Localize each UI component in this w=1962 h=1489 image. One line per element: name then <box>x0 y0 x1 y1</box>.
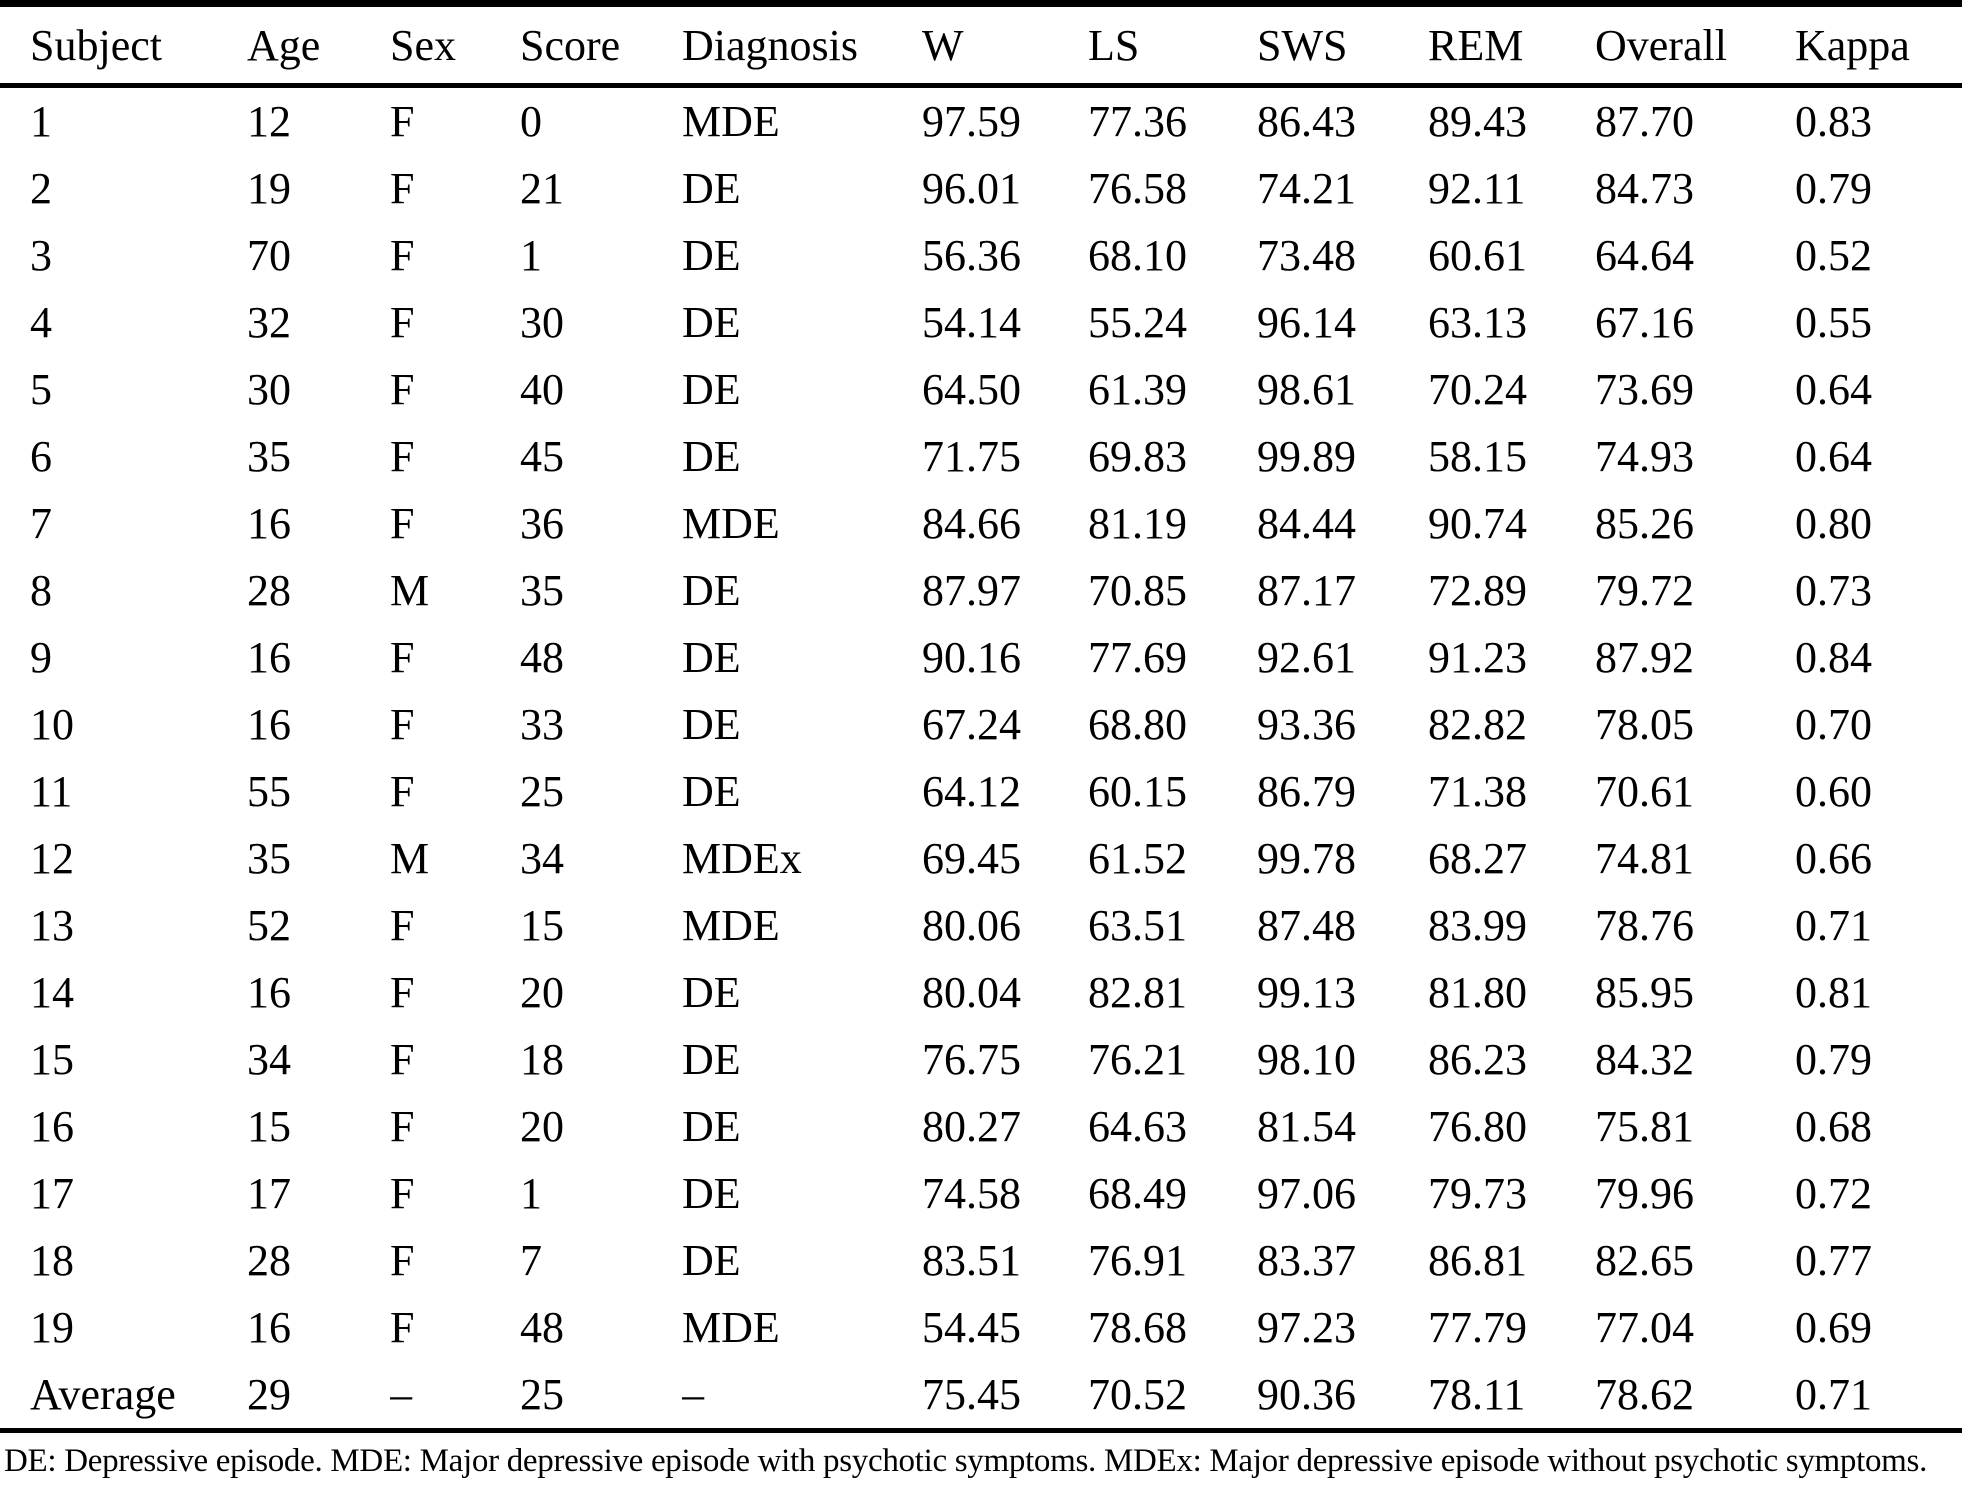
table-cell: 0.84 <box>1795 633 1872 682</box>
table-cell: 60.61 <box>1428 231 1527 280</box>
table-cell: 82.65 <box>1595 1236 1694 1285</box>
table-cell: 18 <box>30 1236 74 1285</box>
table-cell: 30 <box>247 365 291 414</box>
table-cell: 9 <box>30 633 52 682</box>
table-cell: 87.70 <box>1595 97 1694 146</box>
header-cell: Age <box>247 4 390 86</box>
table-cell: 71.75 <box>922 432 1021 481</box>
table-cell: 56.36 <box>922 231 1021 280</box>
table-cell: 77.79 <box>1428 1303 1527 1352</box>
table-cell: M <box>390 566 430 615</box>
table-cell: 81.80 <box>1428 968 1527 1017</box>
table-cell: 0.60 <box>1795 767 1872 816</box>
table-cell: 74.21 <box>1257 164 1356 213</box>
table-cell: 16 <box>30 1102 74 1151</box>
table-cell: MDE <box>682 901 780 950</box>
table-cell: 90.74 <box>1428 499 1527 548</box>
table-cell: 40 <box>520 365 564 414</box>
table-cell: 68.80 <box>1088 700 1187 749</box>
table-cell: 69.45 <box>922 834 1021 883</box>
table-cell: 69.83 <box>1088 432 1187 481</box>
table-row <box>0 222 1962 289</box>
table-cell: 81.19 <box>1088 499 1187 548</box>
table-cell: 16 <box>247 633 291 682</box>
table-cell: 98.10 <box>1257 1035 1356 1084</box>
table-cell: DE <box>682 767 741 816</box>
table-cell: 78.62 <box>1595 1370 1694 1419</box>
table-cell: DE <box>682 298 741 347</box>
table-cell: 92.11 <box>1428 164 1526 213</box>
table-cell: 34 <box>520 834 564 883</box>
table-cell: 28 <box>247 566 291 615</box>
table-cell: 25 <box>520 767 564 816</box>
table-cell: 61.39 <box>1088 365 1187 414</box>
table-cell: 15 <box>520 901 564 950</box>
table-cell: 82.82 <box>1428 700 1527 749</box>
table-cell: 16 <box>247 968 291 1017</box>
table-cell: 54.45 <box>922 1303 1021 1352</box>
table-cell: Average <box>30 1370 176 1419</box>
table-cell: 16 <box>247 1303 291 1352</box>
table-row <box>0 892 1962 959</box>
table-cell: DE <box>682 231 741 280</box>
table-cell: 76.21 <box>1088 1035 1187 1084</box>
table-cell: 0.71 <box>1795 901 1872 950</box>
table-cell: F <box>390 97 415 146</box>
table-cell: 78.05 <box>1595 700 1694 749</box>
table-cell: 70.52 <box>1088 1370 1187 1419</box>
table-cell: F <box>390 1102 415 1151</box>
table-cell: DE <box>682 365 741 414</box>
table-cell: 70.85 <box>1088 566 1187 615</box>
table-body <box>0 86 1962 1431</box>
table-cell: 74.58 <box>922 1169 1021 1218</box>
table-row <box>0 86 1962 156</box>
table-cell: 83.99 <box>1428 901 1527 950</box>
table-cell: 0.70 <box>1795 700 1872 749</box>
table-cell: 67.24 <box>922 700 1021 749</box>
table-cell: DE <box>682 432 741 481</box>
header-cell: Overall <box>1595 4 1795 86</box>
table-cell: 8 <box>30 566 52 615</box>
table-cell: 61.52 <box>1088 834 1187 883</box>
table-cell: 15 <box>247 1102 291 1151</box>
table-row <box>0 825 1962 892</box>
table-cell: 87.17 <box>1257 566 1356 615</box>
table-cell: 48 <box>520 633 564 682</box>
table-cell: 85.95 <box>1595 968 1694 1017</box>
table-footnote: DE: Depressive episode. MDE: Major depressive episode with psychotic symptoms. MDEx: Major depressive episode without psychotic symptoms. <box>4 1443 1928 1479</box>
table-cell: 36 <box>520 499 564 548</box>
header-cell: REM <box>1428 4 1595 86</box>
table-cell: 16 <box>247 499 291 548</box>
table-cell: 76.58 <box>1088 164 1187 213</box>
table-row <box>0 490 1962 557</box>
table-cell: 12 <box>247 97 291 146</box>
table-cell: F <box>390 633 415 682</box>
table-cell: DE <box>682 1102 741 1151</box>
table-cell: 68.49 <box>1088 1169 1187 1218</box>
table-row <box>0 1361 1962 1431</box>
table-cell: 0.81 <box>1795 968 1872 1017</box>
table-cell: F <box>390 700 415 749</box>
table-row <box>0 1093 1962 1160</box>
table-cell: 7 <box>520 1236 542 1285</box>
table-cell: F <box>390 1169 415 1218</box>
table-cell: 60.15 <box>1088 767 1187 816</box>
table-cell: 19 <box>247 164 291 213</box>
table-cell: 84.73 <box>1595 164 1694 213</box>
table-head <box>0 4 1962 86</box>
table-cell: 91.23 <box>1428 633 1527 682</box>
table-cell: F <box>390 1236 415 1285</box>
table-cell: DE <box>682 566 741 615</box>
table-cell: 70.61 <box>1595 767 1694 816</box>
table-cell: 45 <box>520 432 564 481</box>
table-cell: 34 <box>247 1035 291 1084</box>
table-cell: 35 <box>520 566 564 615</box>
table-row <box>0 1294 1962 1361</box>
table-cell: 0 <box>520 97 542 146</box>
table-row <box>0 423 1962 490</box>
table-cell: 52 <box>247 901 291 950</box>
table-cell: 84.32 <box>1595 1035 1694 1084</box>
table-cell: 86.23 <box>1428 1035 1527 1084</box>
table-cell: 80.04 <box>922 968 1021 1017</box>
table-cell: 77.36 <box>1088 97 1187 146</box>
table-cell: 18 <box>520 1035 564 1084</box>
table-cell: F <box>390 767 415 816</box>
table-cell: 48 <box>520 1303 564 1352</box>
table-cell: M <box>390 834 430 883</box>
table-cell: F <box>390 164 415 213</box>
table-cell: 80.27 <box>922 1102 1021 1151</box>
table-cell: 20 <box>520 1102 564 1151</box>
table-cell: – <box>390 1370 412 1419</box>
table-cell: F <box>390 432 415 481</box>
table-cell: – <box>682 1370 704 1419</box>
header-cell: LS <box>1088 4 1257 86</box>
table-cell: DE <box>682 164 741 213</box>
table-cell: 78.68 <box>1088 1303 1187 1352</box>
table-row <box>0 1160 1962 1227</box>
table-cell: 0.69 <box>1795 1303 1872 1352</box>
header-cell: SWS <box>1257 4 1428 86</box>
table-cell: MDEx <box>682 834 802 883</box>
table-cell: 35 <box>247 834 291 883</box>
header-cell: Diagnosis <box>682 4 922 86</box>
table-cell: 28 <box>247 1236 291 1285</box>
table-row <box>0 356 1962 423</box>
table-cell: 76.80 <box>1428 1102 1527 1151</box>
table-cell: 13 <box>30 901 74 950</box>
table-cell: DE <box>682 1035 741 1084</box>
table-row <box>0 1227 1962 1294</box>
table-cell: F <box>390 901 415 950</box>
table-cell: 0.64 <box>1795 432 1872 481</box>
table-cell: 70 <box>247 231 291 280</box>
table-cell: 0.64 <box>1795 365 1872 414</box>
table-row <box>0 691 1962 758</box>
table-cell: 74.93 <box>1595 432 1694 481</box>
table-cell: 0.80 <box>1795 499 1872 548</box>
table-cell: 97.23 <box>1257 1303 1356 1352</box>
table-cell: 75.45 <box>922 1370 1021 1419</box>
table-cell: 81.54 <box>1257 1102 1356 1151</box>
table-cell: F <box>390 968 415 1017</box>
header-cell: Sex <box>390 4 520 86</box>
table-cell: 73.48 <box>1257 231 1356 280</box>
table-cell: MDE <box>682 97 780 146</box>
table-cell: 55 <box>247 767 291 816</box>
table-cell: 87.92 <box>1595 633 1694 682</box>
table-cell: 72.89 <box>1428 566 1527 615</box>
table-cell: 89.43 <box>1428 97 1527 146</box>
table-cell: 2 <box>30 164 52 213</box>
table-cell: 20 <box>520 968 564 1017</box>
table-cell: 17 <box>247 1169 291 1218</box>
table-cell: 76.75 <box>922 1035 1021 1084</box>
table-cell: 84.44 <box>1257 499 1356 548</box>
table-cell: 67.16 <box>1595 298 1694 347</box>
table-cell: MDE <box>682 1303 780 1352</box>
table-cell: 10 <box>30 700 74 749</box>
table-cell: 0.55 <box>1795 298 1872 347</box>
table-cell: 97.06 <box>1257 1169 1356 1218</box>
table-cell: 68.10 <box>1088 231 1187 280</box>
table-row <box>0 155 1962 222</box>
header-cell: Score <box>520 4 682 86</box>
table-cell: 85.26 <box>1595 499 1694 548</box>
table-cell: 55.24 <box>1088 298 1187 347</box>
table-cell: 83.51 <box>922 1236 1021 1285</box>
table-cell: 3 <box>30 231 52 280</box>
table-cell: 29 <box>247 1370 291 1419</box>
table-cell: 63.13 <box>1428 298 1527 347</box>
table-cell: 76.91 <box>1088 1236 1187 1285</box>
table-cell: 68.27 <box>1428 834 1527 883</box>
header-cell: Subject <box>0 4 247 86</box>
table-cell: 15 <box>30 1035 74 1084</box>
table-cell: 54.14 <box>922 298 1021 347</box>
table-cell: 25 <box>520 1370 564 1419</box>
table-cell: 0.52 <box>1795 231 1872 280</box>
table-cell: DE <box>682 968 741 1017</box>
table-cell: 78.76 <box>1595 901 1694 950</box>
table-row <box>0 959 1962 1026</box>
table-cell: 0.73 <box>1795 566 1872 615</box>
table-cell: 11 <box>30 767 73 816</box>
table-cell: 30 <box>520 298 564 347</box>
table-row <box>0 1026 1962 1093</box>
table-cell: 12 <box>30 834 74 883</box>
table-cell: 71.38 <box>1428 767 1527 816</box>
table-cell: 99.89 <box>1257 432 1356 481</box>
table-cell: 86.43 <box>1257 97 1356 146</box>
header-row <box>0 4 1962 86</box>
table-cell: 5 <box>30 365 52 414</box>
header-cell: Kappa <box>1795 4 1962 86</box>
table-row <box>0 758 1962 825</box>
table-cell: MDE <box>682 499 780 548</box>
table-cell: 75.81 <box>1595 1102 1694 1151</box>
table-cell: 0.79 <box>1795 1035 1872 1084</box>
table-cell: 90.16 <box>922 633 1021 682</box>
table-row <box>0 557 1962 624</box>
table-cell: DE <box>682 1169 741 1218</box>
table-cell: F <box>390 1035 415 1084</box>
table-cell: 0.77 <box>1795 1236 1872 1285</box>
table-cell: 82.81 <box>1088 968 1187 1017</box>
table-cell: DE <box>682 700 741 749</box>
table-cell: F <box>390 231 415 280</box>
table-cell: 92.61 <box>1257 633 1356 682</box>
table-cell: F <box>390 298 415 347</box>
table-cell: 74.81 <box>1595 834 1694 883</box>
table-cell: 96.14 <box>1257 298 1356 347</box>
table-cell: 86.79 <box>1257 767 1356 816</box>
table-cell: F <box>390 499 415 548</box>
table-row <box>0 289 1962 356</box>
table-cell: 33 <box>520 700 564 749</box>
table-cell: 21 <box>520 164 564 213</box>
table-cell: 90.36 <box>1257 1370 1356 1419</box>
table-cell: 93.36 <box>1257 700 1356 749</box>
table-cell: 99.78 <box>1257 834 1356 883</box>
table-cell: 32 <box>247 298 291 347</box>
table-cell: 84.66 <box>922 499 1021 548</box>
table-cell: 86.81 <box>1428 1236 1527 1285</box>
table-row <box>0 624 1962 691</box>
table-cell: 80.06 <box>922 901 1021 950</box>
table-cell: 0.72 <box>1795 1169 1872 1218</box>
table-cell: 14 <box>30 968 74 1017</box>
table-cell: 64.64 <box>1595 231 1694 280</box>
table-cell: F <box>390 365 415 414</box>
table-cell: 64.12 <box>922 767 1021 816</box>
table-cell: 79.96 <box>1595 1169 1694 1218</box>
table-cell: 35 <box>247 432 291 481</box>
table-cell: 63.51 <box>1088 901 1187 950</box>
table-cell: 58.15 <box>1428 432 1527 481</box>
table-cell: 1 <box>520 231 542 280</box>
table-cell: F <box>390 1303 415 1352</box>
table-cell: 1 <box>30 97 52 146</box>
table-cell: 77.69 <box>1088 633 1187 682</box>
table-cell: 16 <box>247 700 291 749</box>
table-cell: 0.83 <box>1795 97 1872 146</box>
header-cell: W <box>922 4 1088 86</box>
table-cell: 0.71 <box>1795 1370 1872 1419</box>
table-cell: 78.11 <box>1428 1370 1526 1419</box>
table-cell: 96.01 <box>922 164 1021 213</box>
table-cell: 4 <box>30 298 52 347</box>
table-cell: 7 <box>30 499 52 548</box>
table-cell: 87.97 <box>922 566 1021 615</box>
table-cell: DE <box>682 633 741 682</box>
table-cell: 83.37 <box>1257 1236 1356 1285</box>
table-cell: 0.68 <box>1795 1102 1872 1151</box>
table-cell: 64.63 <box>1088 1102 1187 1151</box>
table-cell: 79.73 <box>1428 1169 1527 1218</box>
table-cell: 1 <box>520 1169 542 1218</box>
table-cell: 6 <box>30 432 52 481</box>
table-cell: 79.72 <box>1595 566 1694 615</box>
table-cell: 98.61 <box>1257 365 1356 414</box>
table-cell: 97.59 <box>922 97 1021 146</box>
table-cell: 19 <box>30 1303 74 1352</box>
table-cell: DE <box>682 1236 741 1285</box>
table-cell: 73.69 <box>1595 365 1694 414</box>
table-cell: 77.04 <box>1595 1303 1694 1352</box>
table-cell: 64.50 <box>922 365 1021 414</box>
table-cell: 0.66 <box>1795 834 1872 883</box>
table-cell: 0.79 <box>1795 164 1872 213</box>
table-cell: 87.48 <box>1257 901 1356 950</box>
table-cell: 17 <box>30 1169 74 1218</box>
table-cell: 70.24 <box>1428 365 1527 414</box>
table-cell: 99.13 <box>1257 968 1356 1017</box>
